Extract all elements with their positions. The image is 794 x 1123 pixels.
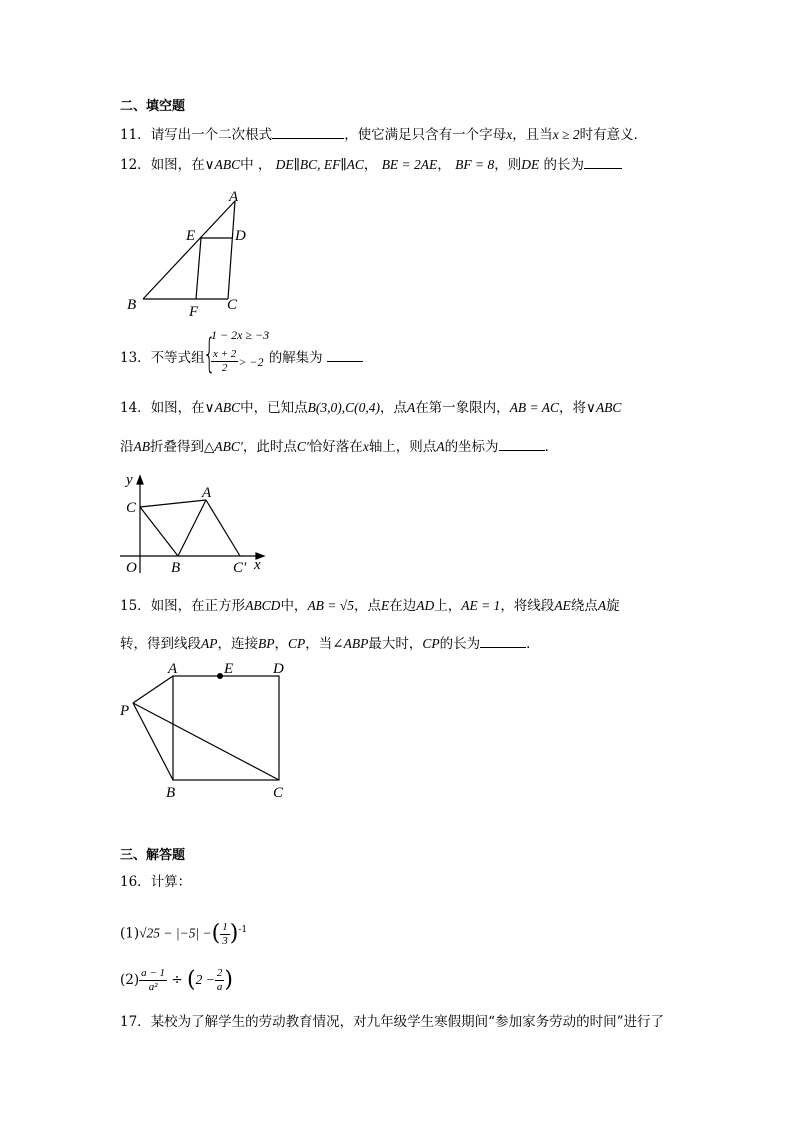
q15-square: ABCD [245,598,281,613]
q16-p1-rparen: ) [229,921,239,946]
q16-p2-label: (2) [120,972,140,988]
q15-number: 15． [120,598,151,614]
q16-p1-frac-den: 3 [222,934,228,947]
q12-label-a: A [229,189,239,205]
q15-point-a: A [597,598,607,613]
q11-condition: x ≥ 2 [552,127,580,142]
q15-eq1: AB = √5 [307,598,354,613]
q13-frac-num: x + 2 [213,348,237,360]
q12-eq2: BF = 8 [455,157,495,172]
q14-period: ． [544,439,559,455]
q16-p2-den: a² [148,981,158,993]
q14-points: B(3,0),C(0,4) [307,400,380,415]
q14-eq: AB = AC [509,400,560,415]
q15-text7: 绕点 [570,598,598,614]
q15-text6: ，将线段 [500,598,555,614]
q15-l2d: ，当∠ [305,636,344,652]
section-heading-answer: 三、解答题 [120,848,186,863]
q16-p1-frac-num: 1 [222,920,228,933]
q14-l2e: 轴上，则点 [368,439,437,455]
q16-p2-in-den: a [216,981,223,993]
q14-l2f: 的坐标为 [444,439,499,455]
q15-point-e: E [380,598,390,613]
q14-triangle: ABC [214,400,241,415]
q13-ineq2-tail: > −2 [238,355,264,369]
q16-number: 16． [120,874,151,890]
q13-text1: 不等式组 [150,350,205,366]
q11-text4: 时有意义． [579,127,648,143]
q15-bp: BP [258,636,275,651]
q16-p2-in-frac [215,967,225,994]
q13-text2: 的解集为 [268,350,323,366]
q12-text2: 中 ， [240,157,272,173]
q15-label-b: B [166,785,176,801]
q12-sep1: ， [363,157,378,173]
q12-text3: ，则 [494,157,522,173]
q17-text: 某校为了解学生的劳动教育情况，对九年级学生寒假期间“参加家务劳动的时间”进行了 [150,1014,664,1030]
q15-l2e: 最大时， [368,636,423,652]
q16-p1-frac [220,921,230,948]
q15-l2b: ，连接 [217,636,258,652]
q14-label-c: C [126,500,137,516]
q15-period: ． [526,636,540,652]
q15-point-e-dot [217,673,223,679]
q12-label-c: C [227,297,238,313]
q15-line-pb [133,703,173,780]
q14-point-a2: A [436,439,445,454]
q15-l2a: 转，得到线段 [120,636,201,652]
q14-cp: C′ [296,439,309,454]
q16-p1-lparen: ( [211,921,221,946]
q15-ad: AD [416,598,435,613]
q16-p2-num: a − 1 [141,967,166,979]
q12-segment: DE [521,157,540,172]
q16-p2-rparen: ) [224,967,233,993]
q15-text8: 旋 [606,598,620,614]
q15-l2f: 的长为 [439,636,481,652]
q16-p1-exponent: -1 [238,925,248,935]
question-17 [120,1013,664,1031]
q12-label-d: D [235,228,246,244]
q16-p2-in-num: 2 [216,967,223,979]
q11-number: 11． [120,127,151,143]
q14-triangle2: ABC [595,400,622,415]
q15-text3: ，点 [353,598,381,614]
q15-eq2: AE = 1 [461,598,501,613]
q15-l2c: ， [274,636,288,652]
q11-text3: ，且当 [512,127,553,143]
q15-line-pc [133,703,279,780]
q15-cp: CP [288,636,306,651]
q16-p1-label: (1) [120,925,140,942]
question-16 [120,873,191,891]
q11-text2: ，使它满足只含有一个字母 [344,127,507,143]
q16-part1 [120,912,247,952]
q12-text1: 如图，在∨ [150,157,215,173]
q12-sep2: ， [437,157,451,173]
q15-text1: 如图，在正方形 [150,598,246,614]
q17-number: 17． [120,1014,151,1030]
q14-label-b: B [171,560,181,576]
q15-cp2: CP [422,636,440,651]
q13-brace: { [203,331,216,377]
q14-label-o: O [126,560,137,576]
q15-label-c: C [273,785,284,801]
q14-ab: AB [133,439,150,454]
q12-number: 12． [120,157,151,173]
q12-label-b: B [127,297,137,313]
q15-line-pa [133,676,173,703]
q15-label-d: D [273,661,284,677]
q16-p2-lparen: ( [186,967,196,993]
q14-text1: 如图，在∨ [150,400,215,416]
q14-label-y: y [126,472,133,488]
q14-l2a: 沿 [120,439,134,455]
q14-l2d: 恰好落在 [308,439,363,455]
q14-text3: ，点 [379,400,407,416]
q15-text2: 中， [280,598,308,614]
q16-text: 计算： [150,874,192,890]
q16-part2 [120,962,233,999]
q15-square-abcd [173,676,279,780]
q12-condition: DE∥BC, EF∥AC [275,157,364,172]
q14-text2: 中，已知点 [240,400,308,416]
q16-p1-expr: √25 − |−5| − [139,925,212,941]
q15-text5: 上， [434,598,462,614]
q14-number: 14． [120,400,151,416]
q14-xv: x [362,439,369,454]
q14-l2c: ，此时点 [242,439,297,455]
q15-ap: AP [201,636,218,651]
q14-label-c-prime: C′ [233,560,247,576]
q13-frac-den: 2 [221,362,228,374]
q12-eq1: BE = 2AE [381,157,438,172]
q14-label-x: x [254,557,261,573]
q14-text5: ，将∨ [559,400,596,416]
q11-text1: 请写出一个二次根式 [150,127,273,143]
q14-point-a: A [406,400,416,415]
q12-label-e: E [186,228,196,244]
q12-triangle: ABC [214,157,241,172]
section-heading-fill-blank: 二、填空题 [120,99,186,114]
q15-text4: 在边 [389,598,417,614]
q16-p2-in1: 2 − [195,972,215,987]
q16-p2-frac [139,967,167,994]
q14-label-a: A [202,485,212,501]
q14-triangle3: ABC′ [214,439,243,454]
q14-l2b: 折叠得到△ [150,439,215,455]
q11-var: x [506,127,513,142]
q15-label-e: E [224,661,234,677]
q13-ineq1: 1 − 2x ≥ −3 [211,328,270,342]
q15-label-p: P [120,703,130,719]
q14-text4: 在第一象限内， [415,400,510,416]
q12-label-f: F [189,304,199,320]
q15-abp: ABP [343,636,369,651]
q13-number: 13． [120,350,151,366]
q15-ae: AE [554,598,571,613]
q12-text4: 的长为 [543,157,584,173]
q16-p2-div: ÷ [171,972,183,988]
q15-label-a: A [168,661,178,677]
